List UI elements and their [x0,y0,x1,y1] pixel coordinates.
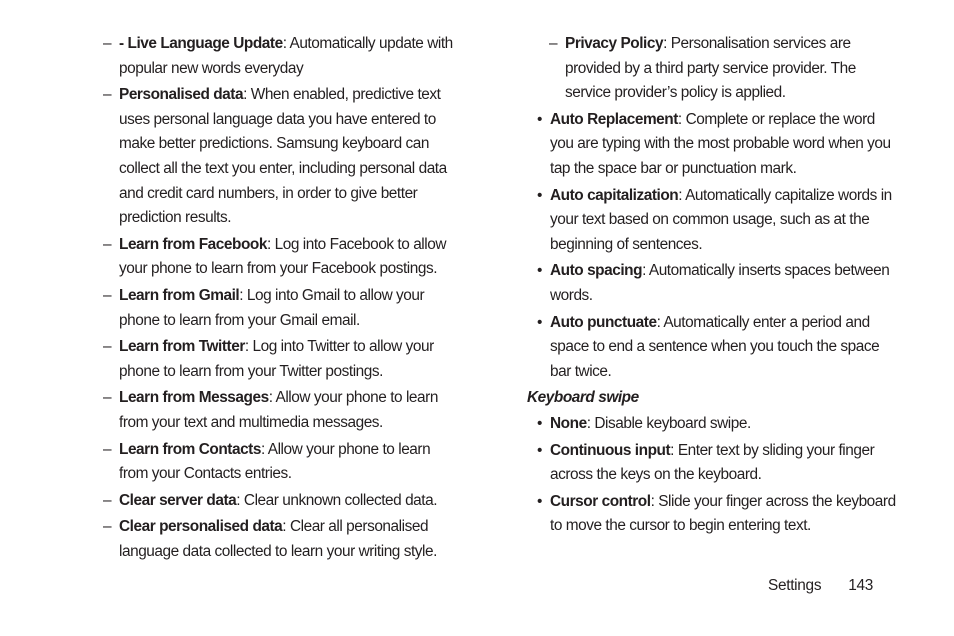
item-description: : Clear unknown collected data. [236,491,438,509]
item-description: : Automatically enter a period and space to end a sentence when you touch the space bar twice. [550,313,880,380]
list-item [527,184,899,258]
bullet-marker: • [537,262,542,280]
list-item [103,335,453,384]
item-description: : Enter text by sliding your finger across the keys on the keyboard. [550,441,875,484]
dash-marker: – [103,235,112,253]
dash-marker: – [103,389,112,407]
section-heading: Keyboard swipe [527,389,639,407]
item-description: : Personalisation services are provided by a third party service provider. The service provider’s policy is applied. [565,35,856,102]
item-description: : Automatically capitalize words in your text based on common usage, such as at the beginning of sentences. [550,186,892,253]
item-term: Continuous input [550,441,671,459]
list-item [103,233,453,282]
list-item [527,259,899,308]
item-term: Auto punctuate [550,313,657,331]
item-term: Clear personalised data [119,518,283,536]
dash-marker: – [103,518,112,536]
bullet-marker: • [537,110,542,128]
bullet-marker: • [537,414,542,432]
item-description: : Automatically update with popular new words everyday [119,35,453,77]
bullet-marker: • [537,313,542,331]
list-item [527,311,899,385]
item-term: - Live Language Update [119,35,283,52]
item-term: Auto Replacement [550,110,678,128]
list-item [527,490,899,539]
item-description: : Clear all personalised language data collected to learn your writing style. [119,518,437,560]
list-item [103,515,453,564]
bullet-marker: • [537,492,542,510]
list-item [103,284,453,333]
item-term: Learn from Gmail [119,286,240,304]
list-item [527,439,899,488]
item-term: Learn from Facebook [119,235,267,253]
item-description: : When enabled, predictive text uses personal language data you have entered to make better predictions. Samsung keyboard can collect all the text you enter, including personal data and credit card numbers, in order to give better prediction results. [119,86,447,227]
dash-marker: – [103,491,112,509]
list-item [527,32,899,106]
list-item [527,108,899,182]
item-term: Learn from Twitter [119,338,245,356]
item-description: : Allow your phone to learn from your Contacts entries. [119,440,431,483]
dash-marker: – [103,286,112,304]
bullet-marker: • [537,186,542,204]
page-number: 143 [848,577,873,594]
item-description: : Slide your finger across the keyboard to move the cursor to begin entering text. [550,492,896,535]
list-item [103,83,453,231]
dash-marker: – [103,338,112,356]
footer-section-name: Settings [768,577,822,594]
item-term: Learn from Contacts [119,440,261,458]
right-column [527,32,899,541]
list-item [103,489,453,514]
list-item [103,438,453,487]
item-term: Auto spacing [550,262,643,280]
item-description: : Log into Gmail to allow your phone to learn from your Gmail email. [119,286,425,329]
dash-marker: – [549,35,558,52]
list-item [103,386,453,435]
item-term: Learn from Messages [119,389,269,407]
list-item [527,412,899,437]
item-description: : Automatically inserts spaces between words. [550,262,890,304]
item-description: : Complete or replace the word you are typing with the most probable word when you tap the space bar or punctuation mark. [550,110,891,177]
bullet-marker: • [537,441,542,459]
item-term: Clear server data [119,491,237,509]
item-description: : Log into Facebook to allow your phone to learn from your Facebook postings. [119,235,447,278]
item-term: Privacy Policy [565,35,664,52]
item-description: : Allow your phone to learn from your text and multimedia messages. [119,389,438,431]
dash-marker: – [103,440,112,458]
page-footer [768,577,873,595]
item-term: Auto capitalization [550,186,679,204]
dash-marker: – [103,86,112,104]
list-item [103,32,453,81]
item-term: None [550,414,587,432]
item-description: : Log into Twitter to allow your phone to learn from your Twitter postings. [119,338,434,380]
item-term: Personalised data [119,86,244,104]
left-column [103,32,453,566]
item-term: Cursor control [550,492,651,510]
item-description: : Disable keyboard swipe. [586,414,751,432]
dash-marker: – [103,35,112,52]
